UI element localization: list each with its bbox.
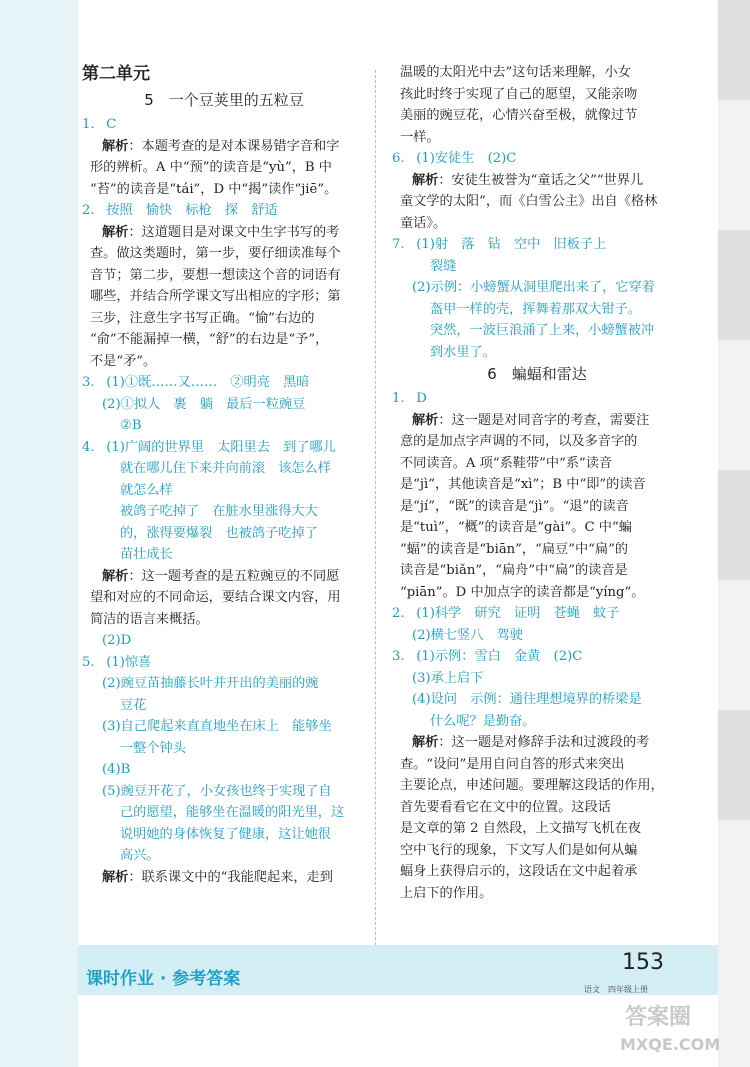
explanation-text: 望和对应的不同命运，要结合课文内容，用: [90, 590, 341, 605]
explanation-text: 是“jí”，“既”的读音是“jì”。“退”的读音: [400, 498, 629, 514]
answer-item: [392, 388, 682, 410]
left-column-body: [82, 114, 366, 888]
answer-subline: [82, 824, 366, 846]
answer-subline: [82, 673, 366, 695]
footer-subject: 语文 四年级上册: [584, 985, 648, 994]
explanation-label: 解析: [412, 172, 439, 188]
explanation-line: [392, 105, 682, 127]
answer-subline: [82, 630, 366, 652]
answer-text: 一整个钟头: [120, 740, 186, 756]
explanation-text: ：这一题考查的是五粒豌豆的不同愿: [128, 568, 340, 584]
explanation-text: 不是“矛”。: [90, 353, 157, 369]
explanation-line: [392, 754, 682, 776]
explanation-line: [392, 732, 682, 754]
answer-subline: [82, 523, 366, 545]
question-number: 2.: [82, 203, 95, 218]
explanation-line: [392, 453, 682, 475]
explanation-text: “piān”。D 中加点字的读音都是“yíng”。: [400, 584, 645, 600]
explanation-label: 解析: [102, 869, 129, 885]
explanation-text: 三步，注意生字书写正确。“愉”右边的: [90, 310, 315, 326]
explanation-text: 空中飞行的现象，下文写人们是如何从蝙: [400, 842, 638, 858]
explanation-line: [82, 308, 366, 330]
answer-subline: [392, 689, 682, 711]
answer-text: 按照 愉快 标枪 探 舒适: [102, 203, 278, 218]
explanation-text: 意的是加点字声调的不同，以及多音字的: [400, 434, 638, 449]
lesson-title: 6 蝙蝠和雷达: [487, 365, 587, 383]
answer-text: 豆花: [120, 697, 147, 713]
page-number: 153: [622, 950, 664, 975]
answer-text: 到水里了。: [430, 344, 496, 360]
answer-text: (1)①既……又…… ②明亮 黑暗: [102, 375, 310, 390]
explanation-text: 一样。: [400, 129, 440, 145]
answer-text: (2)D: [102, 633, 132, 648]
explanation-text: 哪些，并结合所学课文写出相应的字形；第: [90, 289, 341, 304]
explanation-line: [392, 62, 682, 84]
answer-text: (4)设问 示例：通往理想境界的桥梁是: [412, 692, 642, 707]
watermark-logo: 答案圈: [625, 1005, 692, 1030]
answer-subline: [392, 625, 682, 647]
left-column: [82, 62, 366, 888]
column-divider: [375, 70, 376, 950]
watermark-url: MXQE.COM: [620, 1035, 721, 1054]
answer-text: 就在哪儿住下来并向前滚 该怎么样: [120, 461, 331, 476]
explanation-text: “俞”不能漏掉一横，“舒”的右边是“予”，: [90, 332, 329, 347]
answer-text: 苗壮成长: [120, 547, 173, 562]
answer-item: [82, 652, 366, 674]
unit-title: 第二单元: [82, 64, 150, 84]
explanation-line: [82, 286, 366, 308]
answer-subline: [82, 845, 366, 867]
answer-subline: [392, 668, 682, 690]
explanation-text: 形的辨析。A 中“预”的读音是“yù”，B 中: [90, 160, 332, 175]
answer-subline: [392, 256, 682, 278]
explanation-text: 是文章的第 2 自然段，上文描写飞机在夜: [400, 821, 641, 836]
question-number: 6.: [392, 151, 405, 166]
explanation-line: [392, 213, 682, 235]
explanation-line: [392, 170, 682, 192]
explanation-text: ：这一题是对同音字的考查，需要注: [438, 412, 650, 428]
answer-subline: [82, 781, 366, 803]
explanation-text: 美丽的豌豆花，心情兴奋至极，就像过节: [400, 108, 638, 123]
answer-subline: [82, 415, 366, 437]
answer-text: (4)B: [102, 762, 131, 777]
explanation-line: [82, 222, 366, 244]
explanation-text: ：安徒生被誉为“童话之父”“世界儿: [438, 172, 644, 188]
question-number: 2.: [392, 606, 405, 621]
explanation-text: ：联系课文中的“我能爬起来，走到: [128, 869, 333, 885]
answer-item: [392, 148, 682, 170]
answer-subline: [82, 480, 366, 502]
answer-subline: [82, 738, 366, 760]
explanation-text: 主要论点，申述问题。要理解这段话的作用，: [400, 778, 664, 793]
explanation-line: [392, 582, 682, 604]
answer-item: [82, 372, 366, 394]
explanation-text: 温暖的太阳光中去”这句话来理解，小女: [400, 65, 631, 80]
explanation-line: [82, 157, 366, 179]
explanation-line: [392, 539, 682, 561]
answer-subline: [82, 695, 366, 717]
explanation-line: [392, 431, 682, 453]
answer-text: (2)①拟人 裹 躺 最后一粒豌豆: [102, 396, 306, 412]
explanation-line: [82, 243, 366, 265]
right-column-body: [392, 62, 682, 904]
right-edge-tabs: [718, 0, 750, 1067]
answer-subline: [392, 277, 682, 299]
answer-text: 说明她的身体恢复了健康，这让她很: [120, 826, 331, 842]
lesson-title: 5 一个豆荚里的五粒豆: [144, 91, 304, 109]
explanation-line: [392, 496, 682, 518]
explanation-line: [82, 179, 366, 201]
explanation-line: [82, 609, 366, 631]
answer-subline: [392, 299, 682, 321]
explanation-text: ：本题考查的是对本课易错字音和字: [128, 138, 340, 154]
answer-subline: [392, 320, 682, 342]
explanation-line: [82, 351, 366, 373]
question-number: 3.: [82, 375, 95, 390]
answer-text: D: [412, 391, 427, 406]
explanation-label: 解析: [412, 412, 439, 428]
explanation-label: 解析: [102, 138, 129, 154]
explanation-text: 童文学的太阳”，而《白雪公主》出自《格林: [400, 194, 658, 209]
explanation-text: 蝠身上获得启示的，这段话在文中起着承: [400, 864, 638, 879]
explanation-text: 音节；第二步，要想一想读这个音的词语有: [90, 267, 341, 283]
answer-text: 高兴。: [120, 848, 160, 863]
explanation-line: [82, 265, 366, 287]
question-number: 5.: [82, 654, 95, 670]
answer-text: (3)自己爬起来直直地坐在床上 能够坐: [102, 719, 332, 734]
left-margin-strip: [0, 0, 78, 1067]
explanation-text: 查。做这类题时，第一步，要仔细读准每个: [90, 246, 341, 261]
explanation-line: [82, 329, 366, 351]
answer-text: 的，涨得要爆裂 也被鸽子吃掉了: [120, 525, 318, 541]
explanation-line: [392, 191, 682, 213]
answer-text: (1)示例：雪白 金黄 (2)C: [412, 649, 583, 664]
explanation-line: [392, 410, 682, 432]
question-number: 1.: [392, 391, 405, 406]
question-number: 3.: [392, 649, 405, 664]
explanation-label: 解析: [412, 735, 439, 750]
answer-text: (2)豌豆苗抽藤长叶并开出的美丽的豌: [102, 676, 319, 691]
explanation-label: 解析: [102, 568, 129, 584]
footer-title: 课时作业 · 参考答案: [86, 969, 241, 989]
answer-text: (1)安徒生 (2)C: [412, 151, 517, 166]
explanation-text: 是“tuì”，“概”的读音是“gài”。C 中“蝙: [400, 520, 632, 535]
answer-text: (1)射 落 钻 空中 旧板子上: [412, 237, 607, 252]
explanation-line: [82, 867, 366, 889]
explanation-line: [392, 560, 682, 582]
explanation-line: [392, 883, 682, 905]
answer-text: 就怎么样: [120, 482, 173, 498]
explanation-line: [392, 474, 682, 496]
answer-item: [392, 234, 682, 256]
question-number: 4.: [82, 439, 95, 455]
explanation-text: “苔”的读音是“tái”，D 中“揭”读作“jiē”。: [90, 181, 338, 197]
answer-item: [392, 646, 682, 668]
explanation-text: “蝠”的读音是“biān”，“扁豆”中“扁”的: [400, 541, 629, 557]
explanation-line: [82, 587, 366, 609]
explanation-line: [392, 517, 682, 539]
answer-text: 什么呢？是勤奋。: [430, 713, 536, 729]
explanation-line: [392, 127, 682, 149]
answer-subline: [82, 458, 366, 480]
explanation-line: [392, 797, 682, 819]
explanation-text: 是“jì”，其他读音是“xì”；B 中“即”的读音: [400, 477, 646, 492]
explanation-label: 解析: [102, 224, 129, 240]
explanation-line: [82, 136, 366, 158]
answer-text: 裂缝: [430, 258, 457, 274]
explanation-text: 查。“设问”是用自问自答的形式来突出: [400, 756, 625, 772]
answer-item: [82, 437, 366, 459]
explanation-line: [82, 566, 366, 588]
question-number: 1.: [82, 117, 95, 132]
answer-subline: [82, 802, 366, 824]
answer-text: (1)惊喜: [102, 654, 152, 670]
explanation-text: 不同读音。A 项“系鞋带”中“系”读音: [400, 455, 613, 471]
answer-subline: [82, 759, 366, 781]
explanation-line: [392, 861, 682, 883]
answer-text: 己的愿望，能够坐在温暖的阳光里，这: [120, 805, 345, 820]
answer-text: (1)科学 研究 证明 苍蝇 蚊子: [412, 606, 620, 621]
answer-subline: [392, 342, 682, 364]
answer-item: [82, 114, 366, 136]
answer-text: 突然，一波巨浪涌了上来，小螃蟹被冲: [430, 323, 655, 338]
explanation-text: 孩此时终于实现了自己的愿望，又能亲吻: [400, 86, 638, 102]
answer-text: (2)示例：小螃蟹从洞里爬出来了，它穿着: [412, 280, 655, 295]
answer-text: ②B: [120, 418, 142, 433]
explanation-text: 简洁的语言来概括。: [90, 611, 209, 627]
answer-text: (2)横七竖八 驾驶: [412, 627, 523, 643]
answer-subline: [82, 544, 366, 566]
explanation-line: [392, 840, 682, 862]
explanation-line: [392, 84, 682, 106]
explanation-text: 童话》。: [400, 215, 447, 231]
question-number: 7.: [392, 237, 405, 252]
answer-text: 盔甲一样的壳，挥舞着那双大钳子。: [430, 301, 641, 317]
explanation-text: 首先要看看它在文中的位置。这段话: [400, 799, 611, 815]
explanation-line: [392, 818, 682, 840]
answer-text: (3)承上启下: [412, 670, 484, 686]
answer-text: (5)豌豆开花了，小女孩也终于实现了自: [102, 783, 332, 799]
answer-subline: [392, 711, 682, 733]
answer-item: [82, 200, 366, 222]
answer-subline: [82, 394, 366, 416]
explanation-text: ：这道题目是对课文中生字书写的考: [128, 224, 340, 240]
answer-item: [392, 603, 682, 625]
explanation-text: 读音是“biǎn”，“扁舟”中“扁”的读音是: [400, 563, 628, 578]
answer-text: 被鸽子吃掉了 在脏水里涨得大大: [120, 504, 318, 519]
explanation-text: 上启下的作用。: [400, 885, 493, 901]
explanation-text: ：这一题是对修辞手法和过渡段的考: [438, 735, 650, 750]
answer-subline: [82, 716, 366, 738]
explanation-line: [392, 775, 682, 797]
answer-text: C: [102, 117, 117, 132]
right-column: [392, 62, 682, 904]
answer-subline: [82, 501, 366, 523]
answer-text: (1)广阔的世界里 太阳里去 到了哪儿: [102, 439, 336, 455]
